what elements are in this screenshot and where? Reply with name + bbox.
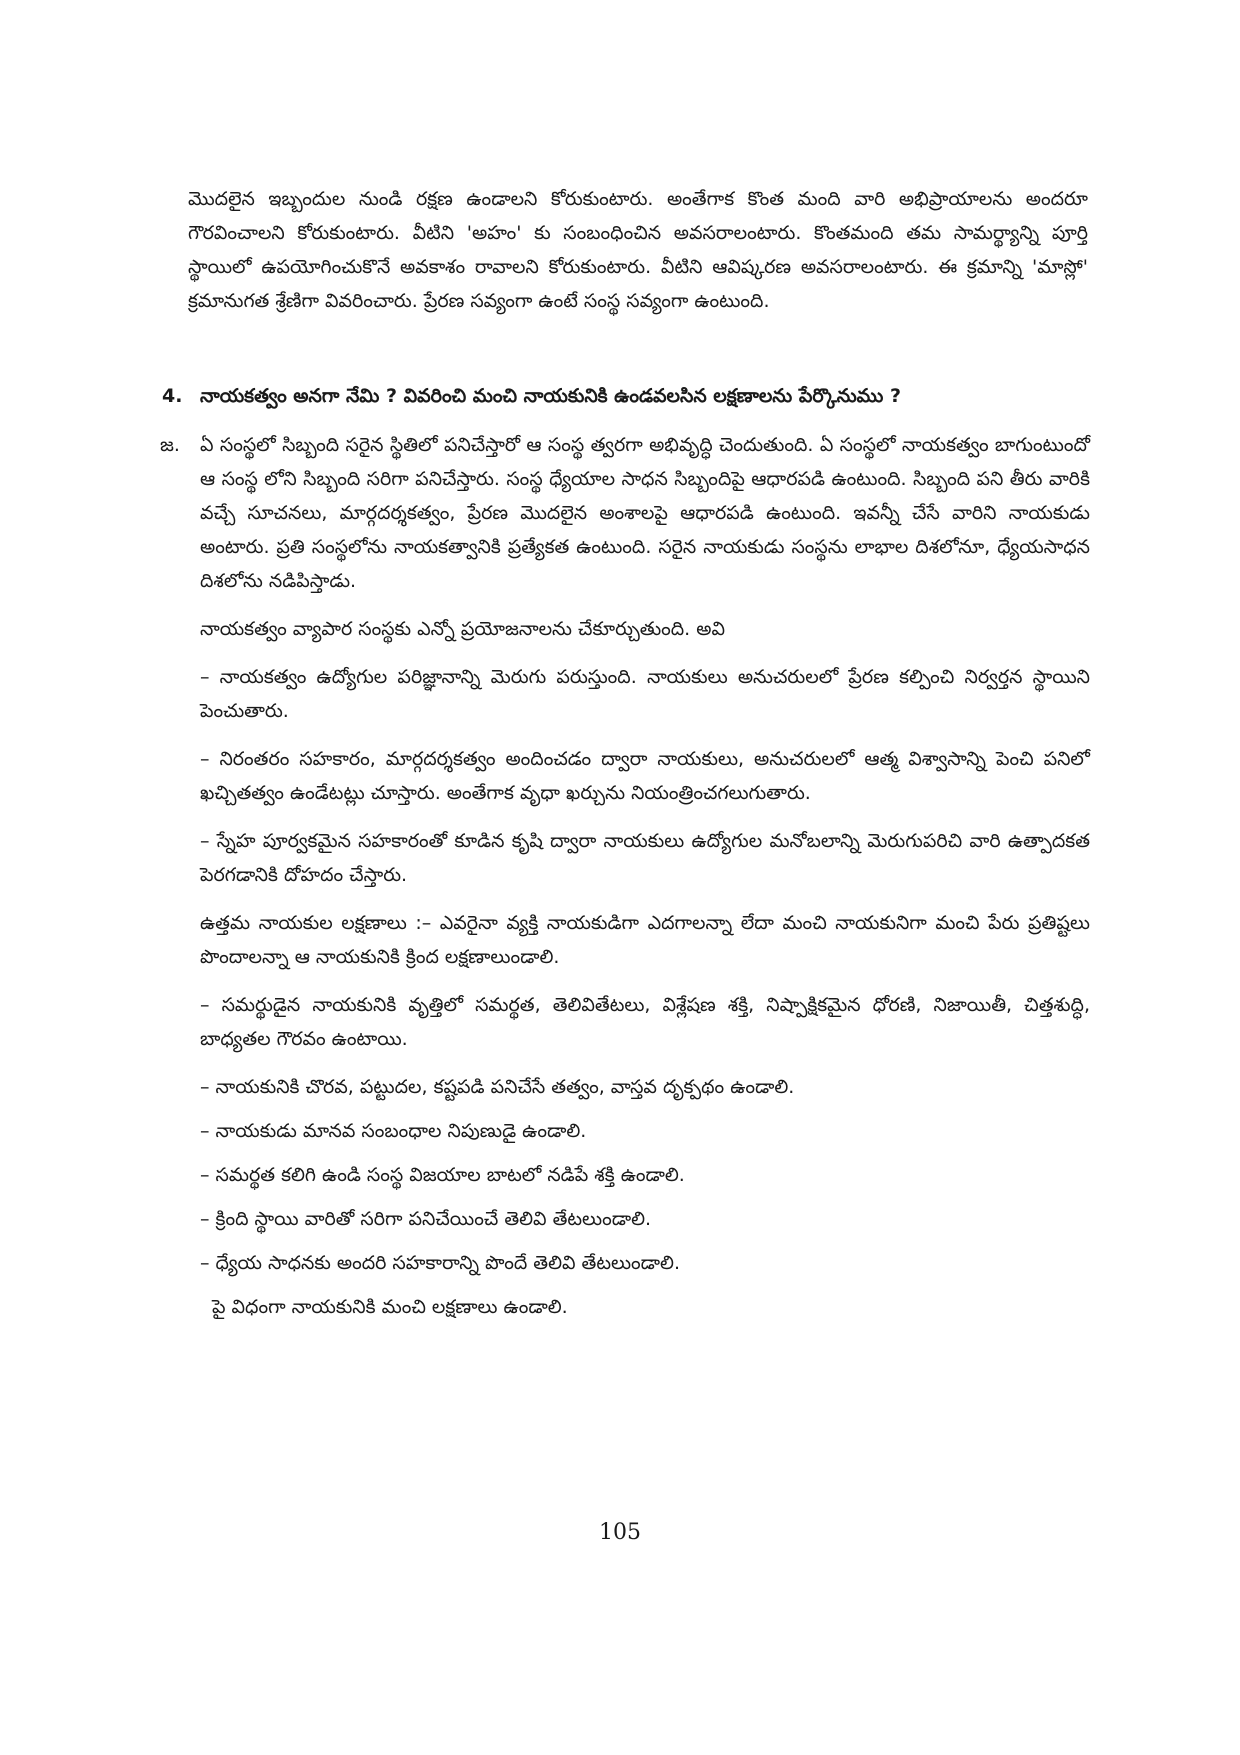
answer-body xyxy=(200,428,1090,1338)
answer-benefit-item: – నాయకత్వం ఉద్యోగుల పరిజ్ఞానాన్ని మెరుగు పరుస్తుంది. నాయకులు అనుచరులలో ప్రేరణ కల్పించి నిర్వర్తన స్థాయిని పెంచుతారు. xyxy=(200,666,1090,722)
question-number: 4. xyxy=(162,385,183,407)
question-text: నాయకత్వం అనగా నేమి ? వివరించి మంచి నాయకునికి ఉండవలసిన లక్షణాలను పేర్కొనుము ? xyxy=(200,385,901,407)
answer-quality-item: – సమర్థుడైన నాయకునికి వృత్తిలో సమర్థత, తెలివితేటలు, విశ్లేషణ శక్తి, నిష్పాక్షికమైన ధోరణి, నిజాయితీ, చిత్తశుద్ధి, బాధ్యతల గౌరవం ఉంటాయి. xyxy=(200,994,1090,1050)
page-number: 105 xyxy=(599,1520,641,1545)
answer-closing-line: పై విధంగా నాయకునికి మంచి లక్షణాలు ఉండాలి. xyxy=(212,1296,568,1318)
answer-benefit-item: – స్నేహ పూర్వకమైన సహకారంతో కూడిన కృషి ద్వారా నాయకులు ఉద్యోగుల మనోబలాన్ని మెరుగుపరిచి వారి ఉత్పాదకత పెరగడానికి దోహదం చేస్తారు. xyxy=(200,830,1090,886)
answer-benefit-item: – నిరంతరం సహకారం, మార్గదర్శకత్వం అందించడం ద్వారా నాయకులు, అనుచరులలో ఆత్మ విశ్వాసాన్ని పెంచి పనిలో ఖచ్చితత్వం ఉండేటట్లు చూస్తారు. అంతేగాక వృధా ఖర్చును నియంత్రించగలుగుతారు. xyxy=(200,748,1090,804)
answer-quality-item: – నాయకుడు మానవ సంబంధాల నిపుణుడై ఉండాలి. xyxy=(200,1120,587,1142)
answer-quality-item: – సమర్థత కలిగి ఉండి సంస్థ విజయాల బాటలో నడిపే శక్తి ఉండాలి. xyxy=(200,1164,685,1186)
answer-paragraph-intro: ఏ సంస్థలో సిబ్బంది సరైన స్థితిలో పనిచేస్తారో ఆ సంస్థ త్వరగా అభివృద్ధి చెందుతుంది. ఏ సంస్థలో నాయకత్వం బాగుంటుందో ఆ సంస్థ లోని సిబ్బంది సరిగా పనిచేస్తారు. సంస్థ ధ్యేయాల సాధన సిబ్బందిపై ఆధారపడి ఉంటుంది. సిబ్బంది పని తీరు వారికి వచ్చే సూచనలు, మార్గదర్శకత్వం, ప్రేరణ మొదలైన అంశాలపై ఆధారపడి ఉంటుంది. ఇవన్నీ చేసే వారిని నాయకుడు అంటారు. ప్రతి సంస్థలోను నాయకత్వానికి ప్రత్యేకత ఉంటుంది. సరైన నాయకుడు సంస్థను లాభాల దిశలోనూ, ధ్యేయసాధన దిశలోను నడిపిస్తాడు. xyxy=(200,434,1090,592)
answer-quality-item: – ధ్యేయ సాధనకు అందరి సహకారాన్ని పొందే తెలివి తేటలుండాలి. xyxy=(200,1252,681,1274)
question-heading xyxy=(162,380,1092,412)
answer-qualities-lead: ఉత్తమ నాయకుల లక్షణాలు :– ఎవరైనా వ్యక్తి నాయకుడిగా ఎదగాలన్నా లేదా మంచి నాయకునిగా మంచి పేరు ప్రతిష్టలు పొందాలన్నా ఆ నాయకునికి క్రింద లక్షణాలుండాలి. xyxy=(200,912,1090,968)
answer-paragraph-benefits-lead: నాయకత్వం వ్యాపార సంస్థకు ఎన్నో ప్రయోజనాలను చేకూర్చుతుంది. అవి xyxy=(200,618,725,640)
intro-paragraph-block xyxy=(188,182,1088,332)
answer-quality-item: – క్రింది స్థాయి వారితో సరిగా పనిచేయించే తెలివి తేటలుండాలి. xyxy=(200,1208,652,1230)
intro-paragraph: మొదలైన ఇబ్బందుల నుండి రక్షణ ఉండాలని కోరుకుంటారు. అంతేగాక కొంత మంది వారి అభిప్రాయాలను అందరూ గౌరవించాలని కోరుకుంటారు. వీటిని 'అహం' కు సంబంధించిన అవసరాలంటారు. కొంతమంది తమ సామర్థ్యాన్ని పూర్తి స్థాయిలో ఉపయోగించుకొనే అవకాశం రావాలని కోరుకుంటారు. వీటిని ఆవిష్కరణ అవసరాలంటారు. ఈ క్రమాన్ని 'మాస్లో' క్రమానుగత శ్రేణిగా వివరించారు. ప్రేరణ సవ్యంగా ఉంటే సంస్థ సవ్యంగా ఉంటుంది. xyxy=(188,188,1088,312)
answer-marker: జ. xyxy=(160,434,180,456)
answer-block xyxy=(160,428,1090,1338)
answer-quality-item: – నాయకునికి చొరవ, పట్టుదల, కష్టపడి పనిచేసే తత్వం, వాస్తవ దృక్పథం ఉండాలి. xyxy=(200,1076,795,1098)
